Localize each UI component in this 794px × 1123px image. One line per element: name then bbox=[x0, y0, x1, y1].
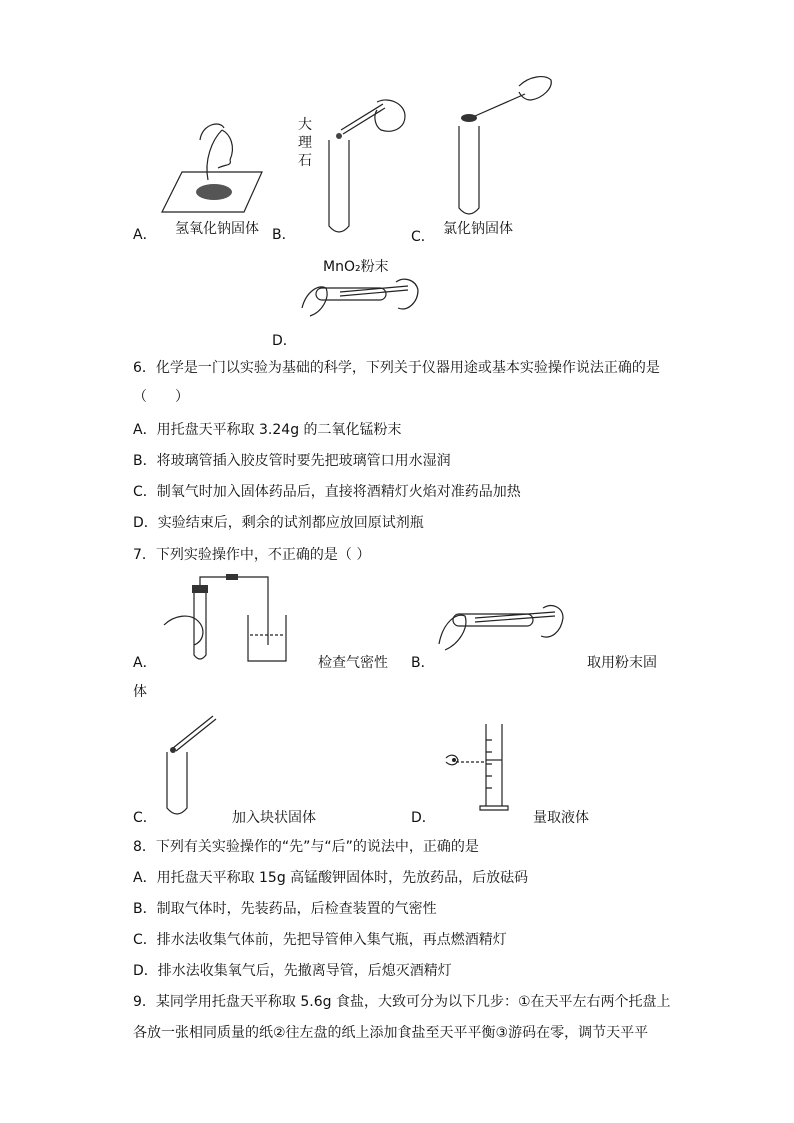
figure-5b-marble-test-tube bbox=[325, 100, 415, 235]
marble-label-char-3: 石 bbox=[298, 153, 312, 169]
marble-label-char-1: 大 bbox=[298, 117, 312, 133]
option-7a-letter: A． bbox=[133, 655, 157, 671]
option-5a-caption: 氢氧化钠固体 bbox=[175, 221, 259, 237]
figure-7b-powder-trough bbox=[435, 600, 565, 660]
marble-label-char-2: 理 bbox=[298, 135, 312, 151]
q6-option-d: D．实验结束后，剩余的试剂都应放回原试剂瓶 bbox=[133, 515, 424, 531]
q8-option-d: D．排水法收集氧气后，先撤离导管，后熄灭酒精灯 bbox=[133, 963, 452, 979]
figure-7c-lump-solid bbox=[165, 712, 225, 822]
q8-stem: 8．下列有关实验操作的“先”与“后”的说法中，正确的是 bbox=[133, 839, 479, 855]
mno2-label: MnO₂粉末 bbox=[323, 259, 389, 275]
figure-7a-airtightness-check bbox=[160, 575, 290, 665]
q8-option-b: B．制取气体时，先装药品，后检查装置的气密性 bbox=[133, 901, 437, 917]
option-7c-caption: 加入块状固体 bbox=[232, 810, 316, 826]
q8-option-a: A．用托盘天平称取 15g 高锰酸钾固体时，先放药品，后放砝码 bbox=[133, 870, 529, 886]
q9-line2: 各放一张相同质量的纸②往左盘的纸上添加食盐至天平平衡③游码在零，调节天平平 bbox=[133, 1025, 649, 1041]
figure-5d-mno2-trough bbox=[300, 272, 420, 322]
option-5d-letter: D． bbox=[272, 333, 297, 349]
figure-7d-graduated-cylinder bbox=[442, 720, 522, 820]
q7-stem: 7．下列实验操作中，不正确的是（ ） bbox=[133, 547, 371, 563]
q6-stem-line1: 6．化学是一门以实验为基础的科学，下列关于仪器用途或基本实验操作说法正确的是 bbox=[133, 360, 660, 376]
figure-5a-naoh-on-paper bbox=[160, 120, 270, 220]
option-7b-caption: 取用粉末固 bbox=[587, 655, 657, 671]
option-5c-caption: 氯化钠固体 bbox=[443, 221, 513, 237]
option-7a-caption: 检查气密性 bbox=[318, 655, 388, 671]
q9-line1: 9．某同学用托盘天平称取 5.6g 食盐，大致可分为以下几步：①在天平左右两个托盘上 bbox=[133, 994, 671, 1010]
option-5a-letter: A． bbox=[133, 227, 157, 243]
q6-option-c: C．制氧气时加入固体药品后，直接将酒精灯火焰对准药品加热 bbox=[133, 484, 521, 500]
q6-option-b: B．将玻璃管插入胶皮管时要先把玻璃管口用水湿润 bbox=[133, 453, 451, 469]
option-7b-caption-wrap: 体 bbox=[133, 684, 147, 700]
marble-label bbox=[298, 116, 312, 170]
option-5b-letter: B． bbox=[272, 227, 296, 243]
option-7c-letter: C． bbox=[133, 810, 157, 826]
option-7b-letter: B． bbox=[411, 655, 435, 671]
figure-5c-spoon-test-tube bbox=[455, 70, 555, 220]
q6-stem-line2: （ ） bbox=[133, 389, 189, 405]
q8-option-c: C．排水法收集气体前，先把导管伸入集气瓶，再点燃酒精灯 bbox=[133, 932, 507, 948]
q6-option-a: A．用托盘天平称取 3.24g 的二氧化锰粉末 bbox=[133, 422, 402, 438]
option-5c-letter: C． bbox=[411, 229, 435, 245]
option-7d-caption: 量取液体 bbox=[533, 810, 589, 826]
option-7d-letter: D． bbox=[411, 810, 436, 826]
